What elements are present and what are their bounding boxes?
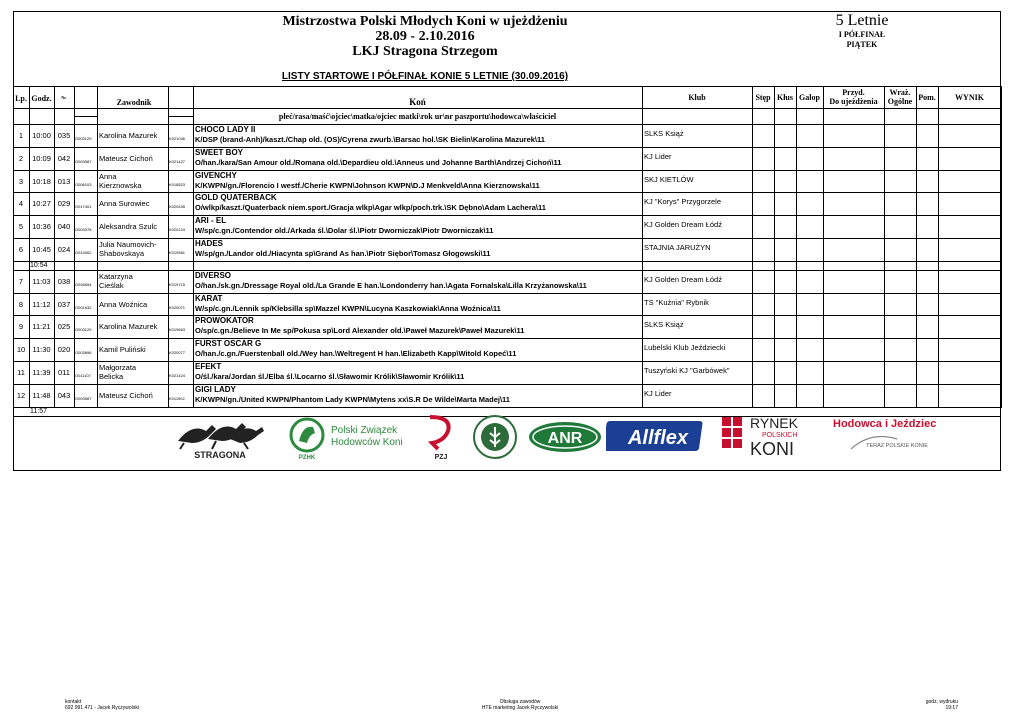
pzhk-text-1: Polski Związek [331, 425, 398, 436]
col-step: Stęp [755, 93, 771, 102]
row-lp: 10 [16, 345, 26, 355]
row-rider-id: O026654 [75, 281, 92, 287]
col-klub: Klub [688, 93, 706, 102]
row-divider [13, 147, 1001, 148]
rynek-logo [718, 413, 824, 461]
stragona-text: STRAGONA [194, 450, 246, 460]
col-przyd-sub: Do ujeżdżenia [829, 97, 878, 106]
break-time: 11:57 [30, 408, 47, 416]
break-time: 10:54 [30, 262, 48, 270]
row-rider-id: O003129 [75, 136, 92, 141]
row-lp: 12 [16, 390, 26, 400]
row-divider [13, 86, 1001, 87]
row-divider [13, 315, 1001, 316]
row-rider: Małgorzata [99, 363, 137, 372]
col-lp: Lp. [15, 94, 27, 103]
row-rider: Julia Naumovich- [99, 240, 157, 249]
row-time: 11:12 [32, 299, 51, 309]
row-start-no: 042 [57, 153, 71, 163]
row-club: KJ Golden Dream Łódź [644, 220, 722, 230]
row-rider-id: O003587 [75, 158, 92, 164]
row-rider-id: O001632 [75, 304, 92, 310]
footer-print [900, 699, 958, 711]
column-divider [752, 86, 753, 408]
column-divider [97, 86, 98, 408]
row-rider: Kamil Puliński [99, 345, 146, 355]
row-club: SLKS Książ [644, 320, 684, 330]
anr-text: ANR [547, 430, 583, 447]
rynek-text-1: RYNEK [750, 415, 798, 431]
footer-service [450, 699, 590, 711]
row-divider [13, 192, 1001, 193]
row-start-no: 035 [57, 131, 71, 140]
row-time: 11:48 [32, 390, 51, 400]
row-horse-id: K021046 [169, 136, 186, 141]
row-horse-desc: K/KWPN/gn./United KWPN/Phantom Lady KWPN\Mytens xx\S.R De Wilde\Marta Madej\11 [195, 394, 510, 404]
col-kon-desc: płeć/rasa/maść\ojciec\matka/ojciec matki\rok ur\nr paszportu\hodowca\właściciel [278, 112, 557, 121]
row-horse-desc: O/wlkp/kaszt./Quaterback niem.sport./Gracja wlkp\Agar wlkp/poch.trk.\SK Dębno\Adam Lachera\11 [195, 203, 546, 213]
row-start-no: 024 [57, 245, 71, 254]
row-horse-desc: O/han./c.gn./Fuerstenball old./Wey han.\Weltregent H han.\Elizabeth Kapp\Witold Kopeć\11 [195, 349, 517, 359]
column-divider [916, 86, 917, 408]
row-start-no: 037 [57, 299, 71, 309]
row-club: KJ Golden Dream Łódź [644, 274, 722, 284]
row-lp: 7 [18, 276, 24, 286]
row-start-no: 011 [58, 368, 70, 377]
row-divider [13, 361, 1001, 362]
row-start-no: 013 [57, 176, 71, 186]
row-rider-id: O011107 [75, 373, 91, 378]
row-divider [13, 124, 1001, 125]
pzhk-badge-text: PZHK [298, 455, 316, 461]
row-horse-id: K019561 [169, 250, 186, 255]
row-divider [13, 261, 1001, 262]
row-horse-desc: K/KWPN/gn./Florencio I westf./Cherie KWPN\Johnson KWPN\D.J Menkveld\Anna Kierznowska\11 [195, 180, 540, 190]
row-horse-name: GOLD QUATERBACK [195, 193, 277, 203]
row-horse-id: K018523 [169, 181, 186, 187]
row-time: 11:21 [32, 322, 51, 332]
row-horse-name: CHOCO LADY II [195, 125, 256, 134]
row-time: 11:30 [32, 345, 51, 355]
column-divider [796, 86, 797, 408]
row-rider-id: O003129 [75, 327, 92, 333]
row-divider [13, 293, 1001, 294]
header-sub-divider [74, 116, 97, 117]
row-horse-id: K020124 [169, 227, 186, 233]
row-club: TS "Kuźnia" Rybnik [644, 297, 709, 307]
row-horse-id: K021427 [169, 158, 186, 164]
row-horse-desc: W/sp/gn./Landor old./Hiacynta sp\Grand As han.\Piotr Siębor\Tomasz Głogowski\11 [195, 249, 491, 258]
footer-contact-label: kontakt [65, 699, 82, 705]
row-club: Tuszyński KJ "Garbówek" [644, 366, 730, 375]
row-rider-2: Belicka [99, 372, 124, 381]
hodowca-logo [831, 413, 943, 461]
col-wraz: Wraż. [889, 88, 911, 97]
footer-print-label: godz. wydruku [925, 699, 958, 705]
row-lp: 4 [18, 199, 24, 209]
col-klus: Kłus [776, 93, 793, 102]
day-label: PIĄTEK [846, 40, 878, 49]
col-przyd: Przyd. [842, 88, 865, 97]
row-horse-id: K019715 [169, 281, 186, 287]
col-pom: Pom. [918, 93, 936, 102]
row-rider: Anna Woźnica [99, 299, 148, 309]
row-horse-name: HADES [195, 239, 224, 248]
row-rider-id: O003896 [75, 350, 92, 356]
row-horse-id: K020077 [169, 350, 186, 356]
row-horse-name: SWEET BOY [195, 147, 244, 157]
row-lp: 8 [18, 299, 24, 309]
row-club: Lubelski Klub Jeździecki [644, 343, 726, 353]
hij-text: Hodowca i Jeździec [833, 418, 937, 430]
row-horse-name: EFEKT [195, 362, 222, 371]
event-title: Mistrzostwa Polski Młodych Koni w ujeżdżeniu [282, 14, 568, 29]
row-horse-name: ARI - EL [195, 216, 227, 226]
rynek-text-2: POLSKICH [762, 432, 798, 439]
row-rider-2: Shabovskaya [99, 249, 145, 258]
row-club: KJ "Korys" Przygorzele [644, 197, 722, 207]
row-time: 10:27 [32, 199, 51, 209]
row-rider-2: Kierznowska [99, 180, 142, 190]
row-rider: Karolina Mazurek [99, 322, 158, 332]
row-horse-id: K019663 [169, 327, 186, 333]
row-time: 10:00 [32, 131, 51, 140]
row-lp: 1 [18, 131, 24, 140]
rynek-text-3: KONI [750, 439, 795, 459]
column-divider [193, 86, 194, 408]
header-sub-divider [168, 116, 193, 117]
row-start-no: 040 [57, 222, 71, 232]
row-horse-id: K011902 [169, 395, 185, 401]
row-horse-name: DIVERSO [195, 270, 232, 280]
row-divider [13, 238, 1001, 239]
row-time: 10:09 [32, 153, 51, 163]
row-lp: 3 [18, 176, 24, 186]
row-club: SKJ KIETLÓW [644, 174, 694, 184]
row-start-no: 038 [57, 276, 71, 286]
column-divider [642, 86, 643, 408]
row-rider: Aleksandra Szulc [99, 222, 157, 232]
row-rider: Mateusz Cichoń [99, 390, 153, 400]
row-rider-id: O003378 [75, 227, 92, 233]
round-label: I PÓŁFINAŁ [838, 30, 886, 39]
row-rider-id: O017401 [75, 204, 92, 210]
row-divider [13, 270, 1001, 271]
row-divider [13, 215, 1001, 216]
column-divider [884, 86, 885, 408]
footer-service-label: Obsługa zawodów [499, 699, 541, 705]
allflex-text: Allflex [627, 427, 689, 449]
row-horse-desc: O/han./kara/San Amour old./Romana old.\Depardieu old.\Anneus und Johanne Barth\Andrzej Cichoń\11 [195, 157, 562, 167]
row-divider [13, 384, 1001, 385]
row-divider [13, 170, 1001, 171]
footer-contact [65, 699, 139, 711]
pzhk-logo [285, 413, 417, 461]
column-divider [938, 86, 939, 408]
row-time: 11:03 [32, 276, 51, 286]
row-rider-2: Cieślak [99, 280, 124, 290]
row-time: 10:18 [32, 176, 51, 186]
row-rider: Anna [99, 171, 117, 181]
event-dates: 28.09 - 2.10.2016 [375, 29, 475, 44]
footer-service-value: HTE marketing Jacek Ryczywolski [481, 705, 559, 711]
row-rider-id: O014062 [75, 250, 92, 255]
age-category: 5 Letnie [835, 12, 889, 29]
row-horse-desc: W/sp/c.gn./Contendor old./Arkada śl.\Dolar śl.\Piotr Dworniczak\Piotr Dworniczak\11 [195, 226, 494, 236]
row-horse-name: GIGI LADY [195, 384, 236, 394]
row-lp: 2 [18, 153, 24, 163]
row-horse-desc: O/śl./kara/Jordan śl./Elba śl.\Locarno śl.\Sławomir Królik\Sławomir Królik\11 [195, 372, 465, 381]
row-horse-id: K020435 [169, 204, 186, 210]
row-start-no: 025 [57, 322, 71, 332]
row-horse-name: GIVENCHY [195, 170, 237, 180]
pzhk-text-2: Hodowców Koni [331, 437, 403, 448]
row-lp: 9 [18, 322, 24, 332]
pzj-logo [424, 413, 458, 461]
row-rider: Anna Surowiec [99, 199, 150, 209]
col-zawodnik: Zawodnik [116, 98, 152, 107]
row-horse-id: K021424 [169, 373, 186, 378]
row-horse-desc: W/sp/c.gn./Lennik sp/Klebsilla sp\Mazzel KWPN\Lucyna Kaszkowiak\Anna Woźnica\11 [195, 303, 501, 313]
agro-seal-logo [469, 413, 521, 461]
row-club: STAJNIA JARUŻYN [644, 243, 711, 252]
anr-logo [527, 413, 603, 461]
row-horse-name: FURST OSCAR G [195, 339, 262, 349]
row-time: 10:45 [32, 245, 51, 254]
row-lp: 6 [18, 245, 24, 254]
row-rider: Karolina Mazurek [99, 131, 158, 140]
col-wraz-sub: Ogólne [887, 97, 913, 106]
row-horse-desc: O/sp/c.gn./Believe In Me sp/Pokusa sp\Lord Alexander old.\Paweł Mazurek\Paweł Mazurek\11 [195, 326, 525, 336]
col-godz: Godz. [31, 94, 52, 103]
row-horse-name: PROWOKATOR [195, 316, 254, 326]
column-divider [823, 86, 824, 408]
row-rider: Katarzyna [99, 271, 133, 281]
row-time: 11:39 [32, 368, 51, 377]
row-club: KJ Lider [644, 388, 672, 398]
footer-print-value: 19:17 [945, 705, 958, 711]
row-rider-id: O003587 [75, 395, 92, 401]
footer-contact-value: 692 991 471 - Jacek Ryczywolski [65, 705, 139, 711]
col-kon: Koń [409, 97, 426, 107]
row-start-no: 029 [57, 199, 71, 209]
allflex-logo [606, 413, 710, 461]
row-rider: Mateusz Cichoń [99, 153, 153, 163]
list-title: LISTY STARTOWE I PÓŁFINAŁ KONIE 5 LETNIE (30.09.2016) [281, 71, 569, 82]
column-divider [774, 86, 775, 408]
row-horse-desc: O/han./sk.gn./Dressage Royal old./La Grande E han.\Londonderry han.\Agata Fornalska\Lilla Krzyżanowska\11 [195, 280, 587, 290]
row-club: KJ Lider [644, 151, 672, 161]
stragona-logo [172, 413, 268, 461]
row-horse-name: KARAT [195, 293, 223, 303]
row-club: SLKS Książ [644, 129, 684, 138]
col-wynik: WYNIK [955, 93, 984, 102]
row-divider [13, 407, 1001, 408]
row-time: 10:36 [32, 222, 51, 232]
row-rider-id: O006103 [75, 181, 92, 187]
hij-sub-text: TERAZ POLSKIE KONIE [866, 443, 928, 449]
event-venue: LKJ Stragona Strzegom [352, 44, 498, 59]
pzj-text: PZJ [434, 454, 448, 461]
row-start-no: 020 [57, 345, 71, 355]
row-lp: 5 [18, 222, 24, 232]
row-lp: 11 [17, 368, 25, 377]
row-divider [13, 338, 1001, 339]
row-horse-desc: K/DSP (brand-Anh)/kaszt./Chap old. (OS)/Cyrena zwurb.\Barsac hol.\SK Bielin\Karolina Mazurek\11 [195, 135, 545, 144]
row-horse-id: K020071 [169, 304, 186, 310]
column-divider [1001, 86, 1002, 408]
row-start-no: 043 [57, 390, 71, 400]
header-kon-divider [193, 108, 642, 109]
col-galop: Galop [799, 93, 820, 102]
col-nr: Nr. [61, 95, 67, 100]
